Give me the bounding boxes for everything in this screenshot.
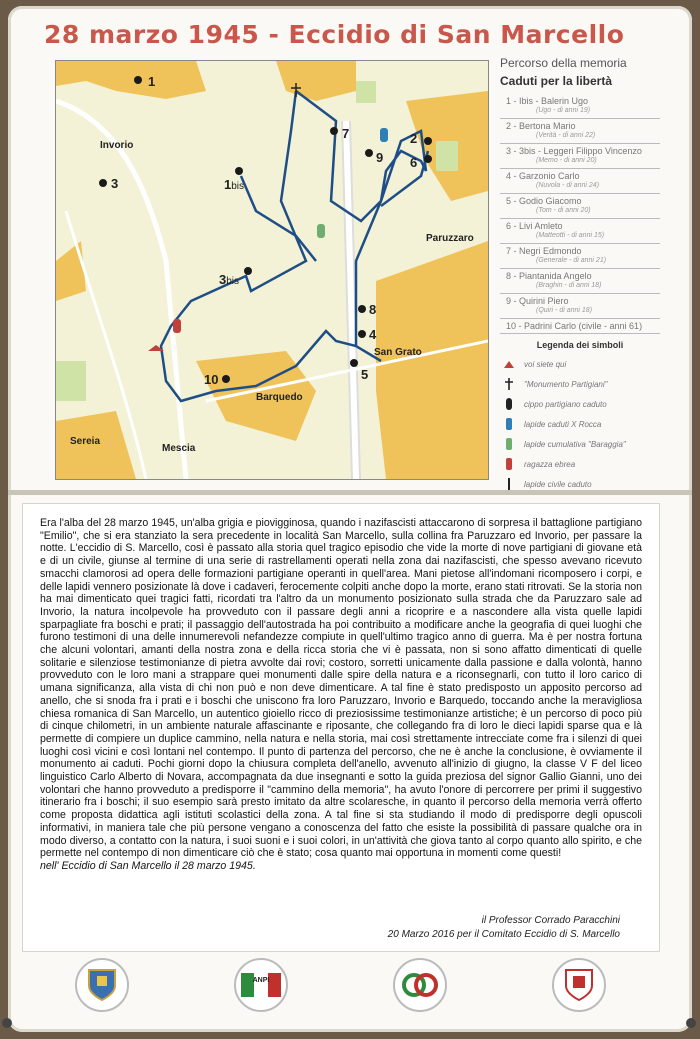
fallen-name: Negri Edmondo [519, 246, 582, 256]
marker-1[interactable] [134, 76, 142, 84]
fallen-item: 8 - Piantanida Angelo (Braghin - di anni 18) [500, 269, 660, 294]
place-label: San Grato [374, 347, 422, 358]
legend-label: cippo partigiano caduto [524, 399, 607, 409]
fallen-detail: (Tom - di anni 20) [536, 207, 591, 214]
marker-3bis[interactable] [244, 267, 252, 275]
green-plaque-icon [500, 437, 518, 451]
marker-3[interactable] [99, 179, 107, 187]
legend-item [500, 454, 660, 474]
blue-plaque-icon [380, 128, 388, 142]
marker-5[interactable] [350, 359, 358, 367]
fallen-number: 4 [506, 171, 512, 181]
fallen-number: 2 [506, 121, 512, 131]
cross-icon [500, 377, 518, 391]
marker-1bis[interactable] [235, 167, 243, 175]
fallen-name: Bertona Mario [519, 121, 576, 131]
fallen-name: Ibis - Balerin Ugo [519, 96, 589, 106]
sponsor-logos [22, 954, 658, 1016]
place-label: Barquedo [256, 392, 303, 403]
fallen-name: Godio Giacomo [519, 196, 582, 206]
fallen-heading: Caduti per la libertà [500, 74, 613, 88]
you-are-here-icon [500, 359, 518, 369]
map-subtitle: Percorso della memoria [500, 56, 627, 70]
fallen-detail: (Verità - di anni 22) [536, 132, 596, 139]
fallen-item: 7 - Negri Edmondo (Generale - di anni 21) [500, 244, 660, 269]
municipal-crest-icon [75, 958, 129, 1012]
anpi-logo-icon [234, 958, 288, 1012]
place-label: Invorio [100, 140, 134, 151]
legend-label: voi siete qui [524, 359, 567, 369]
legend-label: lapide cumulativa "Baraggia" [524, 439, 626, 449]
fallen-detail: (Generale - di anni 21) [536, 257, 607, 264]
fallen-item: 9 - Quirini Piero (Quiri - di anni 18) [500, 294, 660, 319]
legend-panel [500, 56, 660, 494]
legend-item [500, 434, 660, 454]
committee-logo-icon [393, 958, 447, 1012]
fallen-item: 4 - Garzonio Carlo (Nuvola - di anni 24) [500, 169, 660, 194]
blue-plaque-icon [500, 417, 518, 431]
fallen-name: Garzonio Carlo [519, 171, 580, 181]
svg-text:4: 4 [369, 327, 377, 342]
fallen-name: Piantanida Angelo [519, 271, 592, 281]
signature-date: 20 Marzo 2016 per il Comitato Eccidio di S. Marcello [387, 929, 620, 940]
fallen-name: 3bis - Leggeri Filippo Vincenzo [519, 146, 642, 156]
fallen-number: 8 [506, 271, 512, 281]
svg-text:5: 5 [361, 367, 369, 382]
legend-item [500, 374, 660, 394]
fallen-item: 10 - Padrini Carlo (civile - anni 61) [500, 319, 660, 334]
fallen-detail: (Ugo - di anni 19) [536, 107, 591, 114]
fallen-item: 6 - Livi Amleto (Matteotti - di anni 15) [500, 219, 660, 244]
svg-text:8: 8 [369, 302, 377, 317]
svg-text:2: 2 [410, 131, 418, 146]
svg-text:3bis: 3bis [219, 272, 240, 287]
divider [8, 490, 692, 495]
civilian-marker-icon [500, 477, 518, 491]
fallen-detail: (Memo - di anni 20) [536, 157, 597, 164]
fallen-number: 10 [506, 321, 517, 331]
place-label: Paruzzaro [426, 233, 474, 244]
fallen-item: 2 - Bertona Mario (Verità - di anni 22) [500, 119, 660, 144]
fallen-detail: (Nuvola - di anni 24) [536, 182, 600, 189]
town-crest-icon [552, 958, 606, 1012]
svg-text:6: 6 [410, 155, 418, 170]
legend-item [500, 394, 660, 414]
screw-icon [2, 1018, 12, 1028]
fallen-number: 6 [506, 221, 512, 231]
legend-item [500, 414, 660, 434]
fallen-detail: (Matteotti - di anni 15) [536, 232, 605, 239]
legend-title: Legenda dei simboli [536, 340, 624, 350]
signature-author: il Professor Corrado Paracchini [481, 915, 620, 926]
fallen-name: Padrini Carlo (civile - anni 61) [524, 321, 643, 331]
legend-label: lapide caduti X Rocca [524, 419, 602, 429]
marker-6[interactable] [424, 155, 432, 163]
svg-text:ANPI: ANPI [252, 977, 269, 984]
fallen-detail: (Quiri - di anni 18) [536, 307, 593, 314]
legend-label: "Monumento Partigiani" [524, 379, 608, 389]
red-plaque-icon [173, 319, 181, 333]
fallen-item: 5 - Godio Giacomo (Tom - di anni 20) [500, 194, 660, 219]
svg-text:7: 7 [342, 126, 350, 141]
fallen-number: 1 [506, 96, 512, 106]
svg-text:1bis: 1bis [224, 177, 245, 192]
place-label: Sereia [70, 436, 101, 447]
fallen-name: Quirini Piero [519, 296, 569, 306]
fallen-number: 3 [506, 146, 512, 156]
place-label: Mescia [162, 443, 196, 454]
svg-text:3: 3 [111, 176, 119, 191]
fallen-number: 5 [506, 196, 512, 206]
memorial-text [40, 517, 642, 873]
fallen-item: 1 - Ibis - Balerin Ugo (Ugo - di anni 19) [500, 94, 660, 119]
fallen-number: 7 [506, 246, 512, 256]
body-paragraph: Era l'alba del 28 marzo 1945, un'alba grigia e piovigginosa, quando i nazifascisti attaccarono di sorpresa il battaglione partigiano "Emilio", che si era stanziato la sera precedente in località San Marcello, sulla collina fra Paruzzaro ed Invorio, per passare la notte. L'eccidio di S. Marcello, così è passato alla storia quel tragico episodio che vide la morte di nove partigiani di giovane età e di un civile, giunse al termine di una serie di rastrellamenti operati nella zona dai nazifascisti, che spesso avevano ricevuto smacchi clamorosi ad opera delle formazioni partigiane operanti in quell'area. Mani pietose all'indomani ricomposero i corpi, e delle lapidi vennero posizionate là dove i cadaveri, ferocemente colpiti anche dopo la morte, erano stati ritrovati. Se la storia non ha mai dimenticato quei tragici fatti, ricordati tra l'altro da un monumento posizionato sulla strada che da Paruzzaro sale ad Invorio, la natura incolpevole ha provveduto con il passare degli anni a ricoprire e a nascondere alla vista quelle lapidi sparpagliate fra boschi e prati; il passaggio dell'autostrada ha poi contribuito a modificare anche la geografia di quei luoghi che furono testimoni di una delle innumerevoli nefandezze compiute in quell'ultimo tragico anno di guerra. Ma è per nostra fortuna che alcuni volontari, amanti della nostra zona e della ricca storia che vi è passata, non si sono affatto dimenticati di quelle solitarie e silenziose testimonianze di pietra avvolte dai rovi; costoro, sorretti unicamente dalla passione e dalla volontà, hanno provveduto con le loro mani a strappare quei monumenti dalle spire della natura e a riconsegnarli, con tutto il loro carico di umana significanza, alla vista di chi non può e non deve dimenticare. A tal fine è stato predisposto un apposito percorso ad anello, che si snoda fra i prati e i boschi che uniscono fra loro Paruzzaro, Invorio e Barquedo, toccando anche la meravigliosa chiesa romanica di San Marcello, un autentico gioiello ricco di preziosissime testimonianze artistiche; è un percorso di poco più di cinque chilometri, in un ambiente naturale affascinante e riposante, che collegando fra di loro le dieci lapidi sparse qua e là permette di compiere un duplice cammino, nella natura e nella storia, mai così strettamente intrecciate come fra i silenzi di quei luoghi così vicini e così lontani nel contempo. Il punto di partenza del percorso, che ne è anche la conclusione, è ovviamente il monumento ai caduti. Pochi giorni dopo la chiusura completa dell'anello, avvenuto all'inizio di giugno, la classe V F del liceo linguistico Carlo Alberto di Novara, accompagnata da due insegnanti e sotto la guida preziosa del signor Gallio Gianni, uno dei volontari che hanno provveduto a predisporre il "cammino della memoria", ha avuto l'onore di percorrere per primi il suggestivo itinerario fra i boschi; il suo esempio sarà presto imitato da altre scolaresche, in quanto il percorso della memoria verrà offerto come proposta didattica agli istituti scolastici della zona. A tal fine si sta studiando il modo di predisporre degli opuscoli informativi, in maniera tale che più persone vengano a conoscenza del fatto che esiste la possibilità di passare qualche ora in modo diverso, a contatto con la natura, i suoi suoni e i suoi colori, in un'attività che giova tanto al corpo quanto allo spirito, e che permette nel contempo di non dimenticare ciò che è stato; cosa quanto mai opportuna in momenti come questi! [40, 517, 642, 860]
page-title: 28 marzo 1945 - Eccidio di San Marcello [44, 20, 625, 49]
fallen-list [500, 94, 660, 334]
marker-2[interactable] [424, 137, 432, 145]
partisan-marker-icon [500, 397, 518, 411]
marker-8[interactable] [358, 305, 366, 313]
screw-icon [686, 1018, 696, 1028]
fallen-item: 3 - 3bis - Leggeri Filippo Vincenzo (Memo - di anni 20) [500, 144, 660, 169]
red-plaque-icon [500, 457, 518, 471]
marker-9[interactable] [365, 149, 373, 157]
closing-line: nell' Eccidio di San Marcello il 28 marzo 1945. [40, 859, 256, 872]
fallen-number: 9 [506, 296, 512, 306]
svg-text:1: 1 [148, 74, 156, 89]
symbol-list [500, 354, 660, 494]
green-plaque-icon [317, 224, 325, 238]
legend-label: lapide civile caduto [524, 479, 592, 489]
svg-text:9: 9 [376, 150, 384, 165]
route-map[interactable] [55, 60, 489, 480]
fallen-detail: (Braghin - di anni 18) [536, 282, 602, 289]
legend-label: ragazza ebrea [524, 459, 576, 469]
fallen-name: Livi Amleto [519, 221, 563, 231]
marker-4[interactable] [358, 330, 366, 338]
legend-item [500, 354, 660, 374]
marker-7[interactable] [330, 127, 338, 135]
svg-text:10: 10 [204, 372, 219, 387]
marker-10[interactable] [222, 375, 230, 383]
